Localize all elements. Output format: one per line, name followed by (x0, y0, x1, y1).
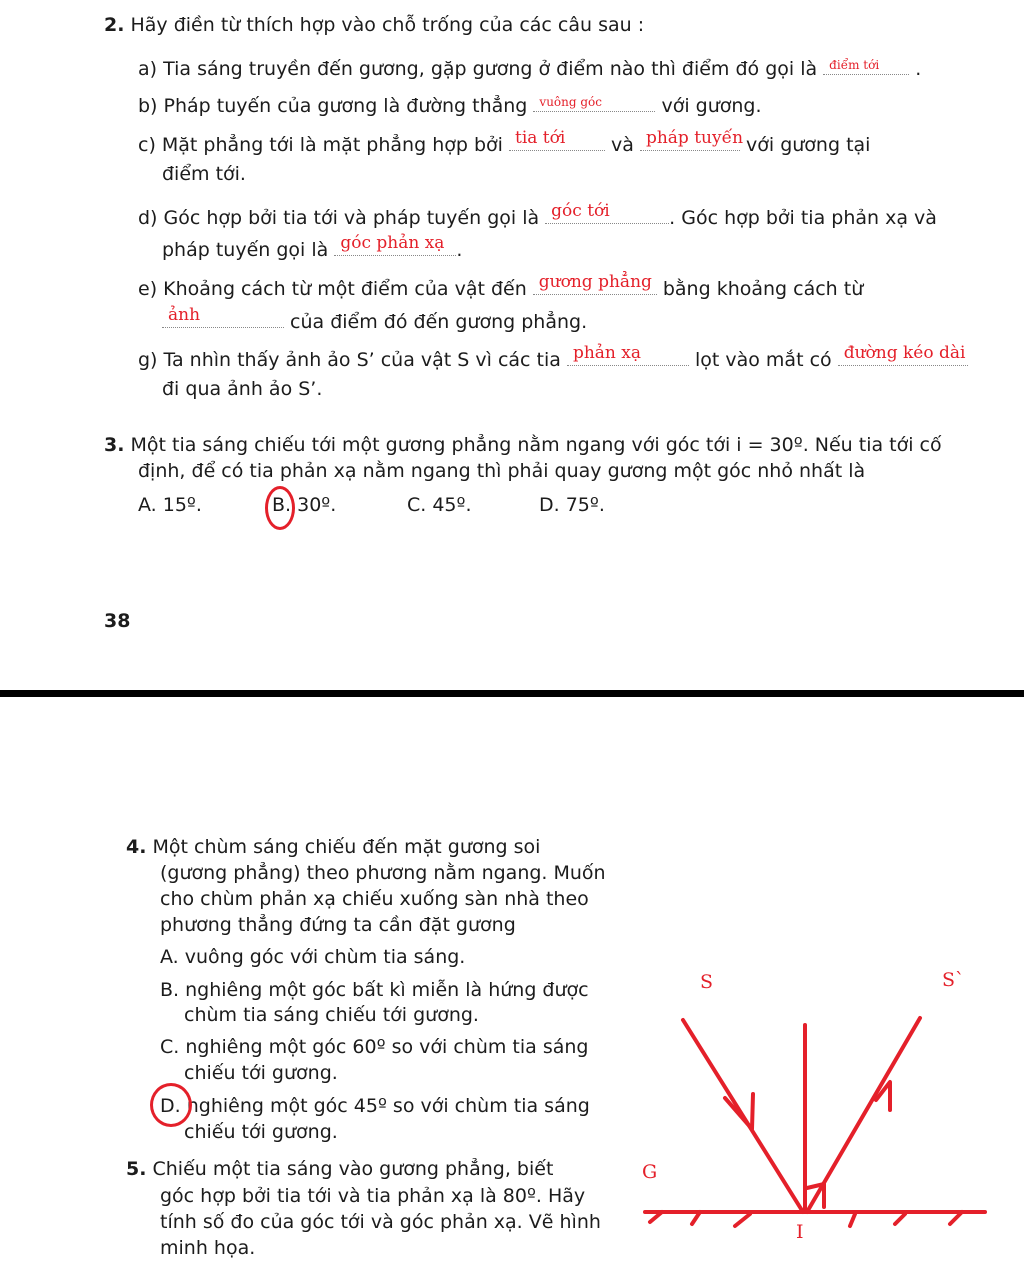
question-text: Một chùm sáng chiếu đến mặt gương soi (152, 836, 541, 858)
handwritten-answer: phản xạ (572, 343, 641, 363)
item-b (138, 91, 762, 117)
option-text: nghiêng một góc bất kì miễn là hứng được (185, 979, 589, 1001)
mirror-hatch (735, 1214, 750, 1226)
question-text: Một tia sáng chiếu tới một gương phẳng nằm ngang với góc tới i = 30º. Nếu tia tới cố (130, 434, 942, 456)
option-b: B. 30º. (272, 494, 337, 516)
question-5-line1 (126, 1158, 553, 1180)
option-label: A. (160, 946, 179, 968)
question-2-heading (104, 14, 644, 36)
question-number: 4. (126, 836, 147, 858)
handwritten-answer: gương phẳng (538, 272, 652, 292)
option-a (160, 946, 465, 968)
handwritten-answer: đường kéo dài (843, 343, 966, 363)
option-b (160, 979, 589, 1001)
answer-blank (567, 345, 689, 366)
item-text: . Góc hợp bởi tia phản xạ và (669, 207, 937, 229)
page-divider (0, 690, 1024, 697)
answer-blank (533, 274, 657, 295)
label-g: G (642, 1161, 658, 1183)
option-text: nghiêng một góc 45º so với chùm tia sáng (186, 1095, 590, 1117)
item-text: lọt vào mắt có (694, 349, 832, 371)
option-label: C. (160, 1036, 180, 1058)
question-4-line2: (gương phẳng) theo phương nằm ngang. Muốn (160, 862, 606, 884)
answer-blank (533, 91, 655, 112)
answer-blank (838, 345, 968, 366)
handwritten-answer: góc tới (551, 201, 610, 221)
item-text: d) Góc hợp bởi tia tới và pháp tuyến gọi là (138, 207, 540, 229)
item-text: của điểm đó đến gương phẳng. (290, 311, 588, 333)
answer-blank (640, 128, 744, 151)
handwritten-answer: ảnh (168, 305, 201, 325)
label-s-prime: S` (942, 969, 965, 991)
question-4-line1 (126, 836, 540, 858)
answer-blank (162, 307, 284, 328)
question-4-line3: cho chùm phản xạ chiếu xuống sàn nhà theo (160, 888, 589, 910)
item-text: g) Ta nhìn thấy ảnh ảo S’ của vật S vì các tia (138, 349, 561, 371)
answer-blank (334, 235, 456, 256)
handwritten-answer: tia tới (514, 128, 566, 148)
option-c (160, 1036, 588, 1058)
item-text: b) Pháp tuyến của gương là đường thẳng (138, 95, 528, 117)
reflected-ray (807, 1018, 920, 1212)
label-i: I (796, 1221, 804, 1243)
item-d (138, 203, 937, 229)
option-c-line2: chiếu tới gương. (184, 1062, 338, 1084)
option-b-line2: chùm tia sáng chiếu tới gương. (184, 1004, 479, 1026)
answer-blank (823, 54, 909, 75)
option-text: nghiêng một góc 60º so với chùm tia sáng (185, 1036, 589, 1058)
answer-blank (545, 203, 669, 224)
question-prompt: Hãy điền từ thích hợp vào chỗ trống của các câu sau : (130, 14, 645, 36)
item-c-line2: điểm tới. (162, 163, 246, 185)
item-text: bằng khoảng cách từ (662, 278, 864, 300)
option-label: D. (160, 1095, 181, 1117)
reflection-diagram (600, 950, 1020, 1271)
label-s: S (700, 971, 714, 993)
question-4-line4: phương thẳng đứng ta cần đặt gương (160, 914, 516, 936)
mirror-hatch (895, 1214, 905, 1224)
item-d-line2 (162, 235, 462, 261)
question-text: Chiếu một tia sáng vào gương phẳng, biết (152, 1158, 554, 1180)
item-c (138, 130, 870, 156)
item-text: và (611, 134, 634, 156)
item-text: . (456, 239, 463, 261)
option-d (160, 1095, 590, 1117)
question-3-line2: định, để có tia phản xạ nằm ngang thì phải quay gương một góc nhỏ nhất là (138, 460, 866, 482)
question-number: 3. (104, 434, 125, 456)
question-5-line3: tính số đo của góc tới và góc phản xạ. Vẽ hình (160, 1211, 601, 1233)
page-number: 38 (104, 610, 131, 632)
item-text: với gương tại (746, 134, 871, 156)
item-text: pháp tuyến gọi là (162, 239, 329, 261)
handwritten-answer: pháp tuyến (645, 128, 744, 148)
item-e (138, 274, 863, 300)
item-text: a) Tia sáng truyền đến gương, gặp gương ở điểm nào thì điểm đó gọi là (138, 58, 818, 80)
item-g (138, 345, 968, 371)
option-d-line2: chiếu tới gương. (184, 1121, 338, 1143)
answer-blank (509, 130, 605, 151)
question-3-line1 (104, 434, 942, 456)
question-5-line4: minh họa. (160, 1237, 256, 1259)
mirror-hatch (850, 1214, 855, 1226)
item-text: e) Khoảng cách từ một điểm của vật đến (138, 278, 527, 300)
question-5-line2: góc hợp bởi tia tới và tia phản xạ là 80º. Hãy (160, 1185, 586, 1207)
selected-answer-circle (265, 486, 295, 530)
option-label: B. (160, 979, 180, 1001)
option-c: C. 45º. (407, 494, 472, 516)
question-number: 5. (126, 1158, 147, 1180)
option-a: A. 15º. (138, 494, 202, 516)
selected-answer-circle (150, 1083, 192, 1127)
handwritten-answer: góc phản xạ (340, 233, 445, 253)
incident-arrowhead (725, 1094, 753, 1129)
item-e-line2 (162, 307, 587, 333)
question-number: 2. (104, 14, 125, 36)
item-text: với gương. (661, 95, 762, 117)
item-text: c) Mặt phẳng tới là mặt phẳng hợp bởi (138, 134, 503, 156)
handwritten-answer: vuông góc (539, 95, 603, 109)
item-a (138, 54, 921, 80)
option-text: vuông góc với chùm tia sáng. (184, 946, 466, 968)
option-d: D. 75º. (539, 494, 605, 516)
item-text: . (915, 58, 922, 80)
handwritten-answer: điểm tới (829, 58, 880, 72)
item-g-line2: đi qua ảnh ảo S’. (162, 378, 323, 400)
